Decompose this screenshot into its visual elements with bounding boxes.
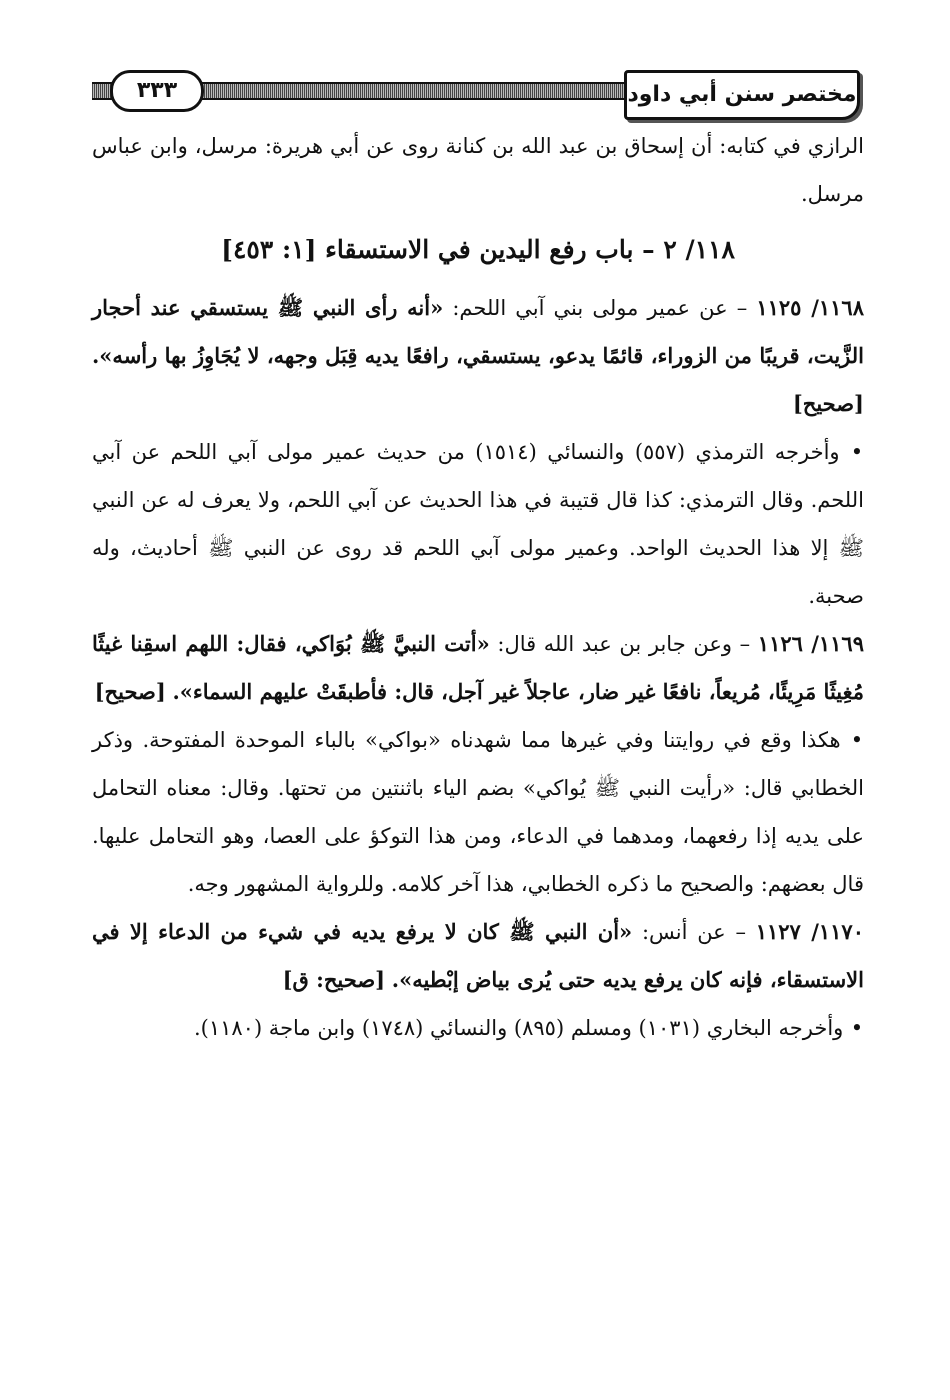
page-body: [92, 122, 864, 1052]
hadith-matn: «أنه رأى النبي ﷺ يستسقي عند أحجار الزَّيت، قريبًا من الزوراء، قائمًا يدعو، يستسقي، رافعًا يديه قِبَل وجهه، لا يُجَاوِزُ بها رأسه».: [92, 295, 864, 368]
hadith-grade: [صحيح]: [792, 391, 864, 416]
hadith-grade: [صحيح]: [94, 679, 166, 704]
hadith-grade: [صحيح: ق]: [282, 967, 386, 992]
hadith-matn: «أن النبي ﷺ كان لا يرفع يديه في شيء من الدعاء إلا في الاستسقاء، فإنه كان يرفع يديه حتى يُرى بياض إبْطيه».: [92, 919, 864, 992]
section-heading: ١١٨/ ٢ – باب رفع اليدين في الاستسقاء [١: ٤٥٣]: [221, 235, 735, 264]
hadith-1168: [92, 284, 864, 428]
page-number: ٣٣٣: [110, 70, 204, 112]
hadith-intro: – عن أنس:: [641, 920, 746, 944]
hadith-number: ١١٦٩/ ١١٢٦: [757, 631, 864, 656]
bullet-icon: •: [850, 440, 864, 464]
hadith-number: ١١٧٠/ ١١٢٧: [755, 919, 864, 944]
note-1170: [92, 1004, 864, 1052]
note-text: وأخرجه الترمذي (٥٥٧) والنسائي (١٥١٤) من حديث عمير مولى آبي اللحم عن آبي اللحم. وقال الترمذي: كذا قال قتيبة في هذا الحديث عن آبي اللحم، ولا يعرف له عن النبي ﷺ إلا هذا الحديث الواحد. وعمير مولى آبي اللحم قد روى عن النبي ﷺ أحاديث، وله صحبة.: [92, 440, 864, 608]
hadith-number: ١١٦٨/ ١١٢٥: [756, 295, 864, 320]
book-title: مختصر سنن أبي داود: [627, 82, 857, 107]
note-text: هكذا وقع في روايتنا وفي غيرها مما شهدناه «بواكي» بالباء الموحدة المفتوحة. وذكر الخطابي قال: «رأيت النبي ﷺ يُواكي» بضم الياء باثنتين من تحتها. وقال: معناه التحامل على يديه إذا رفعهما، ومدهما في الدعاء، ومن هذا التوكؤ على العصا، وهو التحامل عليها. قال بعضهم: والصحيح ما ذكره الخطابي، هذا آخر كلامه. وللرواية المشهور وجه.: [92, 728, 864, 896]
hadith-1169: [92, 620, 864, 716]
note-1169: [92, 716, 864, 908]
book-title-box: [624, 70, 860, 120]
hadith-intro: – وعن جابر بن عبد الله قال:: [497, 632, 751, 656]
hadith-intro: – عن عمير مولى بني آبي اللحم:: [452, 296, 748, 320]
bullet-icon: •: [850, 728, 864, 752]
continuation-text: الرازي في كتابه: أن إسحاق بن عبد الله بن كنانة روى عن أبي هريرة: مرسل، وابن عباس مرسل.: [92, 134, 864, 206]
note-text: وأخرجه البخاري (١٠٣١) ومسلم (٨٩٥) والنسائي (١٧٤٨) وابن ماجة (١١٨٠).: [193, 1016, 844, 1040]
page-header: [92, 70, 860, 126]
bullet-icon: •: [850, 1016, 864, 1040]
note-1168: [92, 428, 864, 620]
hadith-1170: [92, 908, 864, 1004]
hadith-matn: «أتت النبيَّ ﷺ بُوَاكي، فقال: اللهم اسقِنا غيثًا مُغِيثًا مَرِيئًا، مُريعاً، نافعًا غير ضار، عاجلاً غير آجل، قال: فأطبقَتْ عليهم السماء».: [92, 631, 864, 704]
